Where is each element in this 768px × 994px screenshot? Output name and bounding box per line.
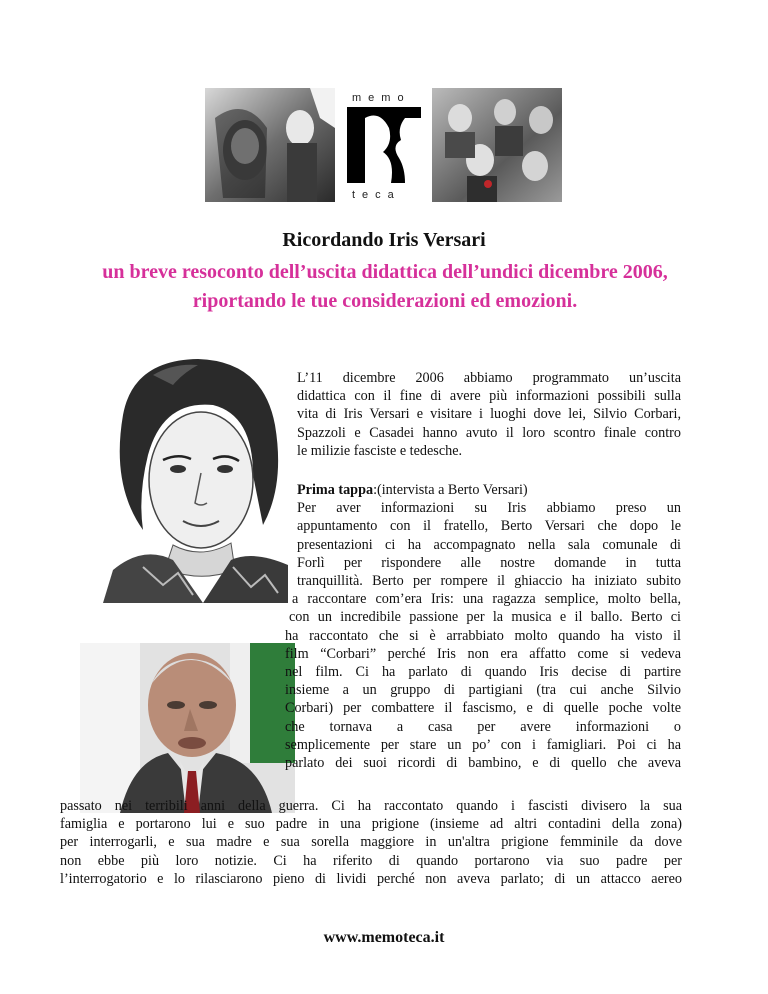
text-line: appuntamento con il fratello, Berto Versari che dopo le <box>297 518 681 535</box>
banner-photo-collage <box>205 88 562 202</box>
section-heading <box>297 481 681 499</box>
page-title: Ricordando Iris Versari <box>282 229 486 251</box>
text-line: vita di Iris Versari e visitare i luoghi dove lei, Silvio Corbari, <box>297 406 681 423</box>
section-heading-label: Prima tappa <box>297 482 374 498</box>
subtitle-line: un breve resoconto dell’uscita didattica dell’undici dicembre 2006, <box>102 261 668 283</box>
iris-portrait-drawing <box>103 355 288 603</box>
text-line: che tornava a casa per avere informazioni o <box>285 718 681 735</box>
logo-text-top: memo <box>352 92 411 104</box>
body-paragraph-full <box>60 797 682 888</box>
text-line: per interrogarli, e sua madre e sua sorella maggiore in un'altra prigione femminile da dove <box>60 834 682 851</box>
intro-paragraph <box>297 369 681 460</box>
footer-url[interactable]: www.memoteca.it <box>323 929 445 946</box>
text-line: non ebbe più loro notizie. Ci ha riferito di quando portarono via suo padre per <box>60 852 682 869</box>
text-line: presentazioni ci ha accompagnato nella sala comunale di <box>297 536 681 553</box>
text-line: didattica con il fine di avere più informazioni possibili sulla <box>297 388 681 405</box>
text-line: famiglia e portarono lui e suo padre in una prigione (insieme ad altri contadini della zona) <box>60 816 682 833</box>
subtitle-line: riportando le tue considerazioni ed emozioni. <box>192 290 578 312</box>
text-line: film “Corbari” perché Iris non era affatto come si vedeva <box>285 645 681 662</box>
text-line: parlato dei suoi ricordi di bambino, e di quello che aveva <box>285 755 681 772</box>
text-line: Per aver informazioni su Iris abbiamo preso un <box>297 500 681 517</box>
text-line: l’interrogatorio e lo rilasciarono pieno di lividi perché non aveva parlato; di un attacco aereo <box>60 870 682 887</box>
text-line: insieme a un gruppo di partigiani (tra cui anche Silvio <box>285 682 681 699</box>
header-banner <box>205 88 562 202</box>
text-line: Forlì per rispondere alle nostre domande in tutta <box>297 554 681 571</box>
text-line: le milizie fasciste e tedesche. <box>297 442 463 459</box>
text-line: passato nei terribili anni della guerra. Ci ha raccontato quando i fascisti divisero la sua <box>60 798 682 814</box>
page-subtitle <box>60 258 710 316</box>
berto-versari-photo <box>80 643 295 813</box>
text-line: semplicemente per stare un po’ con i famigliari. Poi ci ha <box>285 736 681 753</box>
text-line: tranquillità. Berto per rompere il ghiaccio ha iniziato subito <box>297 573 681 590</box>
text-line: con un incredibile passione per la musica e il ballo. Berto ci <box>289 609 681 626</box>
text-line: Spazzoli e Casadei hanno avuto il loro scontro finale contro <box>297 424 681 441</box>
text-line: a raccontare com’era Iris: una ragazza semplice, molto bella, <box>292 591 681 608</box>
text-line: nel film. Ci ha parlato di quando Iris decise di partire <box>285 664 681 681</box>
section-paragraph <box>285 481 681 772</box>
text-line: L’11 dicembre 2006 abbiamo programmato un’uscita <box>297 370 681 386</box>
text-line: ha raccontato che si è arrabbiato molto quando ha visto il <box>285 627 681 644</box>
section-heading-detail: :(intervista a Berto Versari) <box>373 482 528 498</box>
logo-text-bottom: teca <box>352 189 401 201</box>
text-line: Corbari) per combattere il fascismo, e di quelle poche volte <box>285 700 681 717</box>
